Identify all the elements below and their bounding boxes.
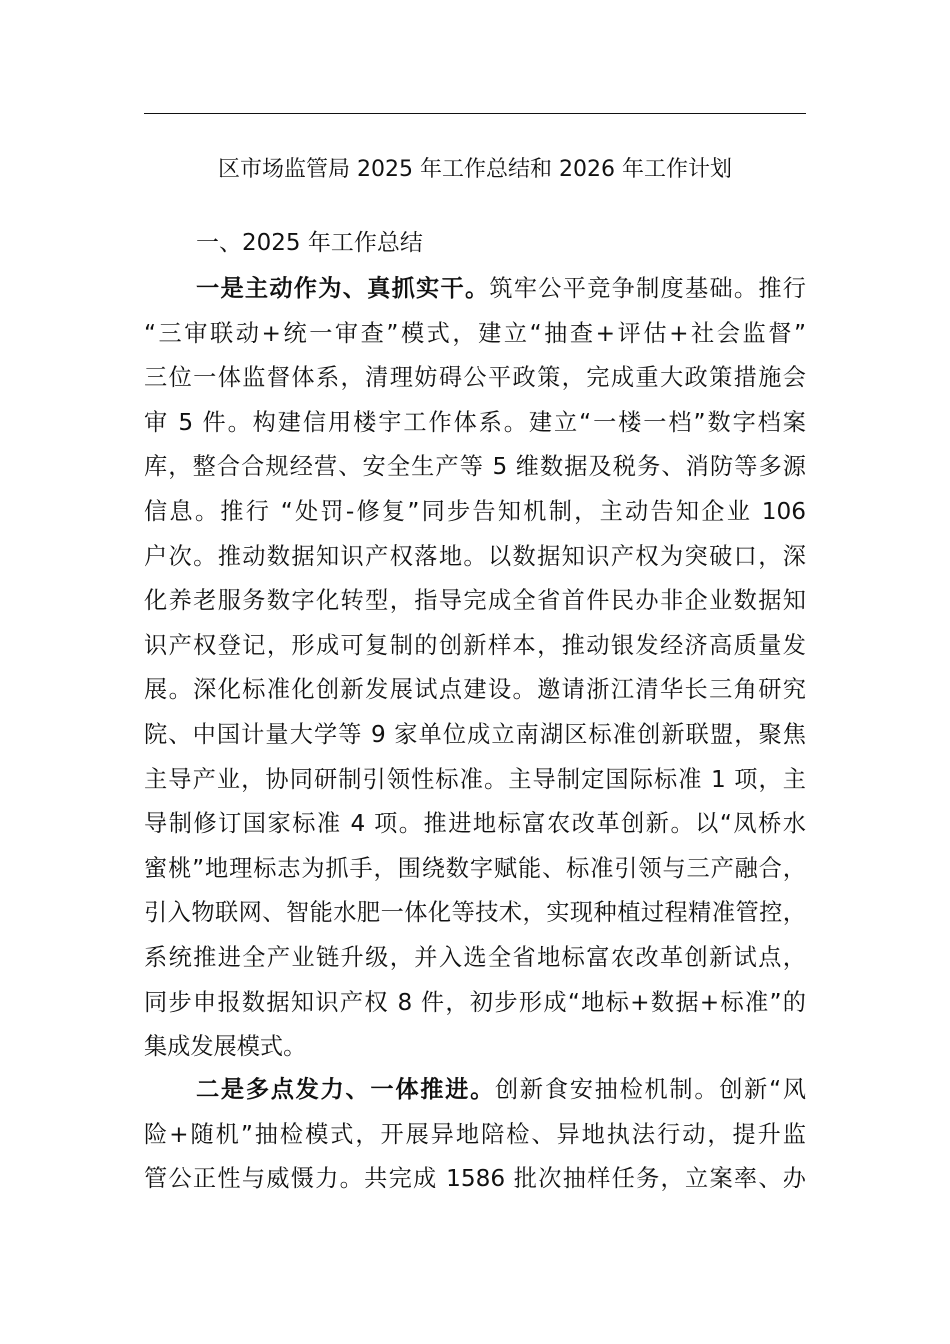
- section-heading: 一、2025 年工作总结: [196, 230, 423, 256]
- document-title: 区市场监管局 2025 年工作总结和 2026 年工作计划: [218, 157, 732, 182]
- paragraph-line: 系统推进全产业链升级，并入选全省地标富农改革创新试点，: [144, 943, 806, 971]
- paragraph-line: 展。深化标准化创新发展试点建设。邀请浙江清华长三角研究: [144, 676, 806, 704]
- paragraph-line: 同步申报数据知识产权 8 件，初步形成“地标+数据+标准”的: [144, 988, 806, 1016]
- paragraph-line: 化养老服务数字化转型，指导完成全省首件民办非企业数据知: [144, 587, 806, 615]
- paragraph-line: “三审联动+统一审查”模式，建立“抽查+评估+社会监督”: [144, 319, 806, 347]
- paragraph-line: 院、中国计量大学等 9 家单位成立南湖区标准创新联盟，聚焦: [144, 720, 806, 748]
- paragraph-line-text: 创新食安抽检机制。创新“风: [495, 1076, 807, 1103]
- paragraph-line: [144, 1068, 806, 1113]
- paragraph-line: 三位一体监督体系，清理妨碍公平政策，完成重大政策措施会: [144, 364, 806, 392]
- paragraph-lead: 一是主动作为、真抓实干。: [196, 275, 490, 302]
- paragraph-line: 导制修订国家标准 4 项。推进地标富农改革创新。以“凤桥水: [144, 810, 806, 838]
- paragraph-line: 蜜桃”地理标志为抓手，围绕数字赋能、标准引领与三产融合，: [144, 854, 806, 882]
- paragraph-line-text: 筑牢公平竞争制度基础。推行: [489, 275, 806, 302]
- paragraph-line: 库，整合合规经营、安全生产等 5 维数据及税务、消防等多源: [144, 453, 806, 481]
- paragraph-line: 险+随机”抽检模式，开展异地陪检、异地执法行动，提升监: [144, 1120, 806, 1148]
- paragraph-lead: 二是多点发力、一体推进。: [196, 1076, 495, 1103]
- paragraph-line: 审 5 件。构建信用楼宇工作体系。建立“一楼一档”数字档案: [144, 408, 806, 436]
- paragraph-line: 户次。推动数据知识产权落地。以数据知识产权为突破口，深: [144, 542, 806, 570]
- paragraph-line: 集成发展模式。: [144, 1033, 307, 1061]
- header-rule: [144, 113, 806, 114]
- paragraph-line: 识产权登记，形成可复制的创新样本，推动银发经济高质量发: [144, 631, 806, 659]
- paragraph-line: 管公正性与威慑力。共完成 1586 批次抽样任务，立案率、办: [144, 1165, 806, 1193]
- paragraph-line: [144, 267, 806, 312]
- paragraph-line: 信息。推行 “处罚-修复”同步告知机制，主动告知企业 106: [144, 497, 806, 525]
- paragraph-1: [144, 267, 806, 1070]
- paragraph-line: 主导产业，协同研制引领性标准。主导制定国际标准 1 项，主: [144, 765, 806, 793]
- paragraph-line: 引入物联网、智能水肥一体化等技术，实现种植过程精准管控，: [144, 899, 806, 927]
- paragraph-2: [144, 1068, 806, 1202]
